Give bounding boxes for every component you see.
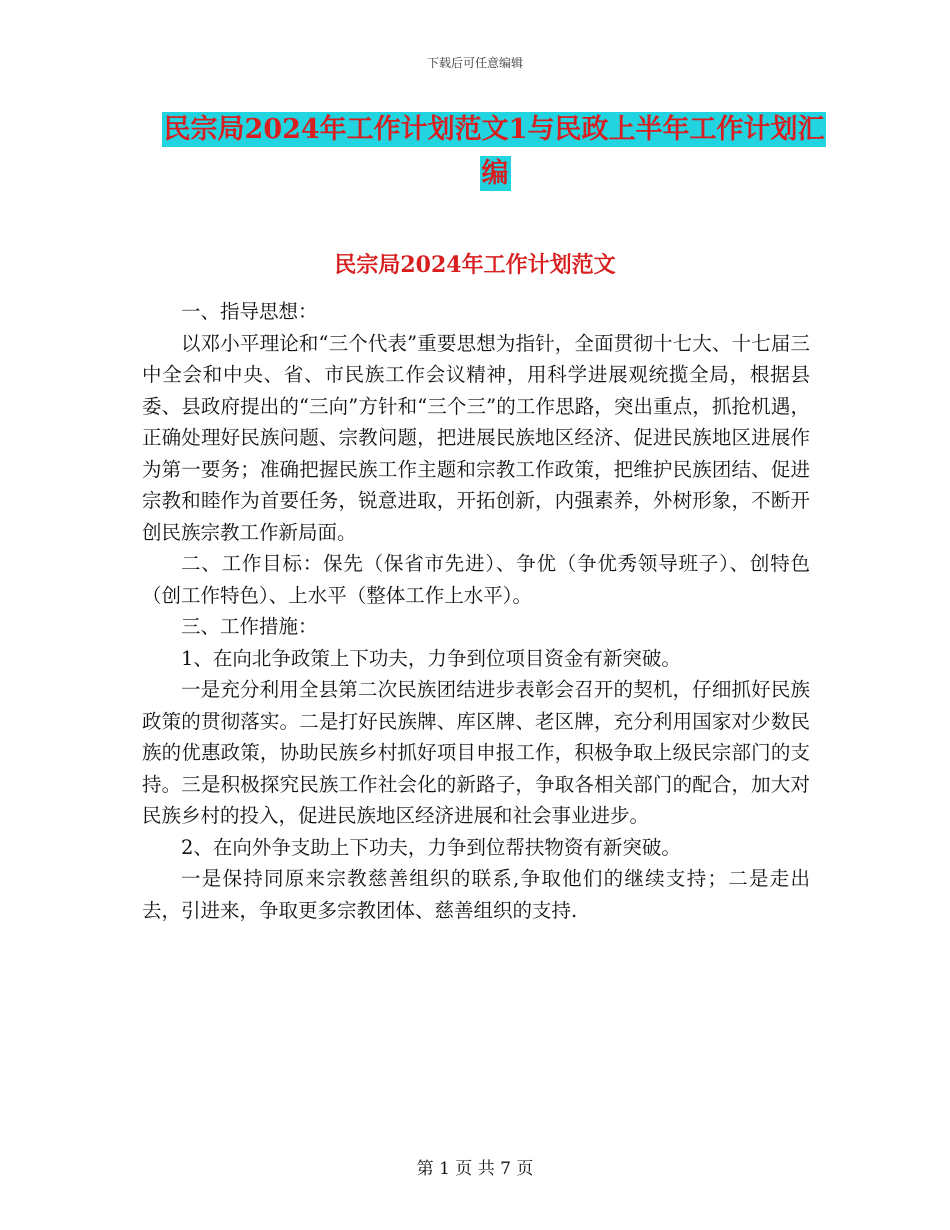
section-title: 民宗局2024年工作计划范文 (334, 252, 616, 278)
paragraph-measure-1-heading: 1、在向北争政策上下功夫，力争到位项目资金有新突破。 (181, 646, 681, 670)
document-body (142, 296, 810, 926)
document-title (150, 108, 840, 196)
paragraph-guiding-thought: 以邓小平理论和“三个代表”重要思想为指针，全面贯彻十七大、十七届三中全会和中央、省、市民族工作会议精神，用科学进展观统揽全局，根据县委、县政府提出的“三向”方针和“三个三”的工作思路，突出重点，抓抢机遇，正确处理好民族问题、宗教问题，把进展民族地区经济、促进民族地区进展作为第一要务；准确把握民族工作主题和宗教工作政策，把维护民族团结、促进宗教和睦作为首要任务，锐意进取，开拓创新，内强素养，外树形象，不断开创民族宗教工作新局面。 (142, 331, 810, 544)
paragraph-measure-1-body: 一是充分利用全县第二次民族团结进步表彰会召开的契机，仔细抓好民族政策的贯彻落实。二是打好民族牌、库区牌、老区牌，充分利用国家对少数民族的优惠政策，协助民族乡村抓好项目申报工作，积极争取上级民宗部门的支持。三是积极探究民族工作社会化的新路子，争取各相关部门的配合，加大对民族乡村的投入，促进民族地区经济进展和社会事业进步。 (142, 678, 810, 827)
document-title-text: 民宗局2024年工作计划范文1与民政上半年工作计划汇编 (163, 114, 825, 189)
page-footer: 第 1 页 共 7 页 (416, 1159, 534, 1179)
paragraph-measure-2-body: 一是保持同原来宗教慈善组织的联系,争取他们的继续支持；二是走出去，引进来，争取更多宗教团体、慈善组织的支持. (142, 867, 810, 922)
paragraph-work-goals: 二、工作目标：保先（保省市先进）、争优（争优秀领导班子）、创特色（创工作特色）、上水平（整体工作上水平）。 (142, 552, 810, 607)
paragraph-measure-2-heading: 2、在向外争支助上下功夫，力争到位帮扶物资有新突破。 (181, 835, 681, 859)
paragraph-guiding-thought-heading: 一、指导思想： (181, 300, 318, 323)
header-note: 下载后可任意编辑 (426, 56, 523, 70)
paragraph-work-measures-heading: 三、工作措施： (181, 615, 318, 638)
